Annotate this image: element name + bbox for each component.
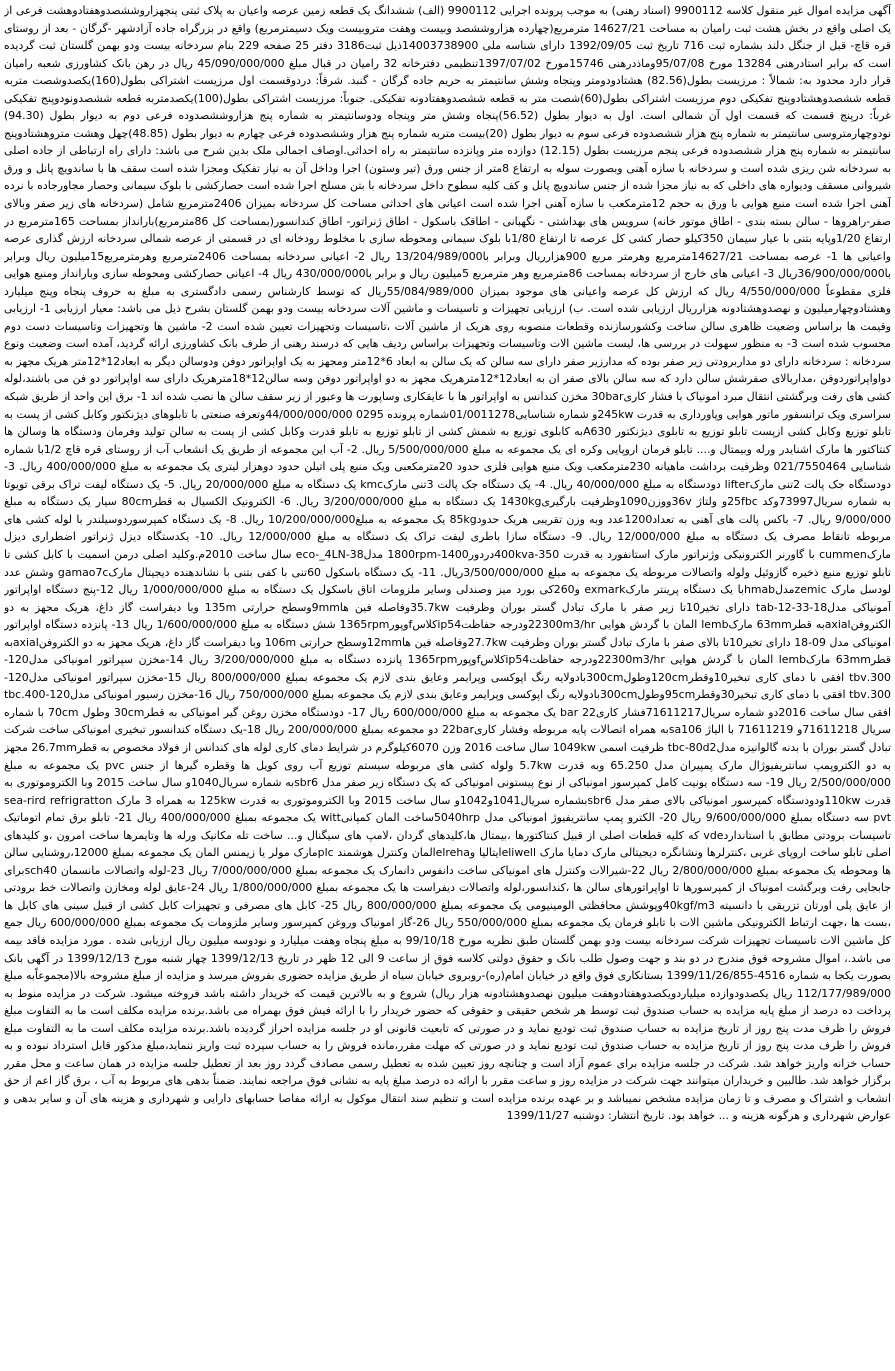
auction-notice-text: آگهی مزایده اموال غیر منقول کلاسه 9900112 (اسناد رهنی) به موجب پرونده اجرایی 9900112 (الف) ششدانگ یک قطعه زمین عرصه واعیان به پلاک ثبتی پنجهزاروششصدوهفتادوهشت فرعی از یک اصلی واقع در بخش هشت ثبت رامیان به مساحت 14627/21 مترمربع(چهارده هزاروششصد وبیست وهفت متروبیست ویک دسیمترمربع) واقع در بزرگراه جاده آزادشهر -گرگان - بعد از روستای قره قاچ- قبل از جنگل دلند بشماره ثبت 716 تاریخ ثبت 1392/09/05 دارای شناسه ملی 14003738900ذیل ثبت3186 دفتر 25 صفحه 229 بنام سردخانه بیست ودو بهمن گلستان ثبت گردیده است که برابر استادرهنی 13284 مورخ 95/07/08وماذدرهنی 15746مورخ 1397/07/02تنظیمی دفترخانه 32 رامیان در قبال مبلغ 45/090/000/000 ریال در رهن بانک کشاورزی شعبه رامیان قرار دارد محدود به: شمالاً : مرزیست بطول(82.56) هشتادودومتر وپنجاه وشش سانتیمتر به حریم جاده گرگان - گنبد. شرقاً: دردوقسمت اول مرزیست اشتراکی بطول(160)یکصدوشصت متربه قطعه ششصدوهشتادوپنج تفکیکی دوم مرزیست اشتراکی بطول(60)شصت متر به قطعه ششصدوهفتادونه تفکیکی. جنوباً: مرزیست اشتراکی بطول(100)یکصدمتربه قطعه ششصدونودوپنج تفکیکی غرباً: درپنج قسمت که قسمت اول آن شمالی است. اول به دیوار بطول (56.52)پنجاه وشش متر وپنجاه ودوسانتیمتر به شماره پنج هزاروششصدوده فرعی دوم به دیوار بطول (94.30) نودوچهارمتروسی سانتیمتر به شماره پنج هزار ششصدوده فرعی سوم به دیوار بطول (20)بیست متربه شماره پنج هزار وششصدوده فرعی چهارم به دیوار بطول (48.85)چهل وهشت متروهشتادوپنج سانتیمتر به شماره پنج هزار ششصدوده فرعی پنجم مرزیست بطول (12.15) دوازده متر وپانزده سانتیمتر به راه احداثی.اوصاف اجمالی ملک بدین شرح می باشد: دارای راه ارتباطی از جاده اصلی به سردخانه شن ریزی شده است و سردخانه با سازه آهنی وبصورت سوله به ارتفاع 8متر از جنس ورق (تیر وستون) اجرا وداخل آن به نیاز تفکیک ومجزا شده است سقف ها با ساندویچ پانل و ورق شیروانی مسقف ودیواره های داخلی که به نیاز مجزا شده از جنس ساندویچ پانل و کف کلیه سطوح داخل سردخانه با بتن مسلح اجرا شده است حصارکشی با بلوک سیمانی وحصار مجاورجاده با نرده آهنی اجرا شده است منبع هوایی با ورق به حجم 12مترمکعب با سازه آهنی اجرا شده است اعیانی های احداثی مساحت کل سردخانه بمیزان 2406مترمربع شامل (سردخانه های زیر صفر وبالای صفر-راهروها - سالن بسته بندی - اطاق موتور خانه) سرویس های بهداشتی - نگهبانی - اطاقک باسکول - اطاق ژنراتور- اطاق کندانسور(بمساحت کل 86مترمربع)بارانداز بمساحت 165مترمربع در ارتفاع 1/20وپایه بتنی با عیار سیمان 350کیلو حصار کشی کل عرصه تا ارتفاع 1/80با بلوک سیمانی ومحوطه سازی با مخلوط رودخانه ای در قسمتی از عرصه شمالی سردخانه ارزش گذاری عرصه واعیانی ها 1- عرصه بمساحت 14627/21مترمربع وهرمتر مربع 900هزارریال وبرابر با13/204/989/000 ریال 2- اعیانی سردخانه بمساحت 2406مترمربع وهرمترمربع15میلیون ریال وبرابر با36/900/000/000ریال 3- اعیانی های خارج از سردخانه بمساحت 86مترمربع وهر مترمربع 5میلیون ریال و برابر با430/000/000 ریال 4- اعیانی حصارکشی ومحوطه سازی وبارانداز ومنبع هوایی فلزی مقطوعاً 4/550/000/000 ریال که ارزش کل عرصه واعیانی های موجود بمیزان 55/084/989/000ریال که توسط کارشناس رسمی دادگستری به مبلغ به حروف پنجاه وپنج میلیارد وهشتادوچهارمیلیون و نهصدوهشتادونه هزارریال ارزیابی شده است. ب) ارزیابی تجهیزات و تاسیسات و ماشین آلات سردخانه بیست ودو بهمن گلستان بشرح ذیل می باشد: معیار ارزیابی 1- ارزیابی وقیمت ها براساس وضعیت ظاهری سالن ساخت وکشورسازنده وقطعات منصوبه روی هریک از ماشین آلات ،تاسیسات وتجهیزات تعیین شده است 2- ماشین ها وتجهیزات وتاسیسات دست دوم محسوب شده است 3- به منظور سهولت در بررسی ها، لیست ماشین الات وتاسیسات وتجهیزات براساس ردیف هایی که درسند رهنی از طرف بانک کشاورزی ارائه گردید، آمده است وضعیت ونوع سردخانه : سردخانه دارای دو مداربرودتی زیر صفر بوده که مدارزیر صفر دارای سه سالن که یک سالن به ابعاد 6*12متر ومجهز به یک اواپراتور دوفن ودوسالن دیگر به ابعاد12*12متر هریک مجهز به دواواپراتوردوفن ،مداربالای صفرشش سالن دارد که سه سالن بالای صفر ان به ابعاد12*12مترهریک مجهز به دو اواپراتور دوفن وسه سالن12*18مترهریک دارای سه اواپراتور دو فن می باشند،لوله کشی های رفت وبرگشتی انتقال مبرد امونیاک با فشار کاری30bar مخزن کندانس به اواپراتور ها با عایقکاری وساپورت ها وعبور از زیر سقف سالن ها نصب شده اند 1- برق این واحد از طریق شبکه سراسری ویک ترانسفور ماتور هوایی وپاورداری به قدرت 245kwو شماره شناسایی01/0011278شماره پرونده 0295 44/000/000/000وتعرفه صنعتی با تابلوهای دیژنکتور وکابل کشی از پست به تابلو توزیع وکابل کشی ازپست تابلو توزیع به تابلوی دیژنکتور A630به کابلوی توزیع به شمش کشی از تابلو توزیع به تابلو قدرت وکابل کشی از پست به سالن تولید وفرمان ودستگاه ها وسالن ها کنتاکتور ها مارک اشنایدر ورله وبیمتال و.... تابلو فرمان اروپایی وکره ای یک مجموعه به مبلغ 5/500/000/000 ریال. 2- آب این مجموعه از طریق یک انشعاب آب از روستای قره قاچ 1/2با شماره شناسایی 021/7550464 وظرفیت برداشت ماهیانه 230مترمکعب ویک منبع هوایی فلزی حدود 20مترمکعبی ویک منبع پلی اتیلن حدود دوهزار لیتری یک مجموعه به مبلغ 400/000/000 ریال. 3- دودستگاه جک پالت 2تنی مارکlifter دودستگاه به مبلغ 40/000/000 ریال. 4- یک دستگاه جک پالت 3تنی مارکkmc یک دستگاه به مبلغ 20/000/000 ریال. 5- یک دستگاه لیفت تراک برقی تویوتا به شماره سریال73997وکد 25fbcو ولتاژ 36vووزن1090وظرفیت بارگیری1430kg یک دستگاه به مبلغ 3/200/000/000 ریال. 6- الکترونیک الکسیال به قطر80cm سیار یک دستگاه به مبلغ 9/000/000 ریال. 7- باکس پالت های آهنی به تعداد1200عدد وبه وزن تقریبی هریک حدود85kg یک مجموعه به مبلغ10/200/000/000 ریال. 8- یک دستگاه کمپرسوردوسیلندر با لوله کشی های مربوطه تانقاط مصرف یک دستگاه به مبلغ 12/000/000 ریال. 9- دستگاه سازا باطری لیفت تراک یک دستگاه به مبلغ 12/000/000 ریال. 10- یکدستگاه دیزل ژنراتور اضطراری دیزل مارکcummen با گاورنر الکترونیکی وژنراتور مارک استانفورد به قدرت 400kva-350دردور1400-1800rpm مدل38-eco-_4LN سال ساخت 2010م.وکلید اصلی درمن اسمیت با کابل کشی تا تابلو توزیع منبع ذخیره گازوئیل ولوله واتصالات مربوطه یک مجموعه به مبلغ 3/500/000/000ریال. 11- یک دستگاه باسکول 60تنی با کفی بتنی با نشاندهنده دیجیتال مارکgamao7c وشش عدد لودسل مارک zemicمدلhmabبا یک دستگاه پرینتر مارکexmark و260کی بورد میز وصندلی وسایر ملزومات اتاق باسکول یک دستگاه به مبلغ 1/000/000/000 ریال 12-پنج دستگاه اواپراتور آمونیاکی مدل18-33-12-tab دارای تخیر10تا زیر صفر با مارک تبادل گستر بوران وظرفیت 35.7kwوفاصله فین ها9mmوسطح حرارتی 135m وبا دیفراست گاز داغ، هریک مجهز به دو الکتروفنaxialبه قطر63mm مارکlemb المان با گردش هوایی 22300m3/hrودرجه حفاظتip54کلاسfوپور1365rpm شش دستگاه به مبلغ 1/600/000/000 ریال 13- پانزده دستگاه اواپراتور امونیاکی مدل 09-18 دارای تخیر10تا بالای صفر با مارک تبادل گستر بوران وظرفیت 27.7kwوفاصله فین ها12mmوسطح حرارتی 106m وبا دیفراست گاز داغ، هریک مجهز به دو الکتروفنaxialبه قطر63mm مارکlemb المان با گردش هوایی 22300m3/hrودرجه حفاظتip54کلاسfوپور1365rpm پانزده دستگاه به مبلغ 3/200/000/000 ریال 14-مخزن سپراتور امونیاکی مدل120-300.tbv افقی با دمای کاری تبخیر10وقطر120cmوطول300cmبادولایه رنگ اپوکسی وپرایمر وعایق بندی لازم یک مجموعه بمبلغ 800/000/000 ریال 15-مخزن سپراتور امونیاکی مدل120-300.tbv افقی با دمای کاری تبخیر30وقطر95cmوطول300cmبادولایه رنگ اپوکسی وپرایمر وعایق بندی لازم یک مجموعه بمبلغ 750/000/000 ریال 16-مخزن رسیور امونیاکی مدل120-400.tbc افقی سال ساخت 2016دو شماره سریال71611217فشار کاری22 bar یک مجموعه به مبلغ 600/000/000 ریال 17- دودستگاه مخزن روغن گیر امونیاکی به قطر30cm وطول 70cm با شماره سریال 71611218و 71611219 با الیاژ sa106به همراه اتصالات پایه مربوطه وفشار کاری22bar دو مجموعه بمبلغ 200/000/000 ریال 18-یک دستگاه کندانسور تبخیری امونیاکی ساخت شرکت تبادل گستر بوران با بدنه گالوانیزه مدلtbc-80d2 ظرفیت اسمی 1049kw سال ساخت 2016 وزن 6070کیلوگرم در شرایط دمای کاری لوله های کندانس از فولاد مخصوص به قطر26.7mm مجهز به دو الکتروپمپ سانتریفیوژال مارک پمپیران مدل 65.250 وبه قدرت 5.7kw ولوله کشی های مربوطه سیستم توزیع آب روی کویل ها وقطره گیرها از جنس pvc یک مجموعه به مبلغ 2/500/000/000 ریال 19- سه دستگاه یونیت کامل کمپرسور امونیاکی از نوع پیستونی امونیاکی که یک دستگاه زیر صفر مدل sbr6به شماره سریال1040و سال ساخت 2015 وبا الکتروموتوری به قدرت 110kwودودستگاه کمپرسور امونیاکی بالای صفر مدل sbr6بشماره سریال1041و1042و سال ساخت 2015 وبا الکتروموتوری به قدرت 125kw به همراه 3 مارک sea-rird refrigratton pvt سه دستگاه بمبلغ 9/600/000/000 ریال 20- الکترو پمپ سانتریفیوژ امونیاکی مدل 5040hrpساخت المان کمپانیwitt یک مجموعه بمبلغ 400/000/000 ریال 21- تابلو برق تمام اتوماتیک تاسیسات برودتی مطابق با استانداردvde که کلیه قطعات اصلی از قبیل کنتاکتورها ،بیمتال ها،کلیدهای گردان ،لامپ های سیگنال و... ساخت تله مکانیک ورله ها وتایمرها ساخت امرون ،و کلیدهای اصلی تابلو ساخت اروپای غربی ،کنترلرها ونشانگره دیجیتالی مارک دمایا مارک eliwellایتالیا وelrehaالمان وکنترل هوشمند plcمارک مولر یا زیمنس المان یک مجموعه بمبلغ 12000،روشنایی سالن ها ومحوطه یک مجموعه بمبلغ 2/800/000/000 ریال 22-شیرالات وکنترل های امونیاکی ساخت دانفوس دانمارک یک مجموعه بمبلغ 7/000/000/000 ریال 23-لوله واتصالات مانسمان sch40برای جابجایی رفت وبرگشت امونیاک از کمپرسورها تا اواپراتورهای سالن ها ،کندانسور،لوله واتصالات دیفراست ها یک مجموعه بمبلغ 1/800/000/000 ریال 24-عایق لوله ومخازن واتصالات خط برودتی از عایق پلی اورتان تزریقی با دانسیته 40kgf/m3وپوشش محافظتی الومینیومی یک مجموعه بمبلغ 800/000/000 ریال 25- کابل های مصرفی و تجهیزات کابل کشی از قبیل سینی های کابل ها ،بست ها ،جهت ارتباط الکترونیکی ماشین الات با تابلو فرمان یک مجموعه بمبلغ 550/000/000 ریال 26-گاز امونیاک وروغن کمپرسور وسایر ملزومات یک مجموعه بمبلغ 600/000/000 ریال جمع کل ماشین الات تاسیسات تجهیزات شرکت سردخانه بیست ودو بهمن گلستان طبق نظریه مورخ 99/10/18 به مبلغ پنجاه وهفت میلیارد و نودوسه میلیون ریال ارزیابی شده . مورد مزایده فاقد بیمه می باشد.، اموال مشروحه فوق مندرج در دو بند و جهت وصول طلب بانک و حقوق دولتی کلاسه فوق از ساعت 9 الی 12 ظهر در تاریخ 1399/12/13 چهار شنبه مورخ 1399/12/13 در آگهی بانک بصورت یکجا به شماره 4516-1399/11/26/855 بستانکاری فوق واقع در خیابان امام(ره)-روبروی خیابان سیاه از طریق مزایده حضوری بفروش میرسد و مزایده از مبلغ مشروحه بالا(مجموعاًبه مبلغ 112/177/989/000 ریال یکصدودوازده میلیاردویکصدوهفتادوهفت میلیون نهصدوهشتادونه هزار ریال) شروع و به بالاترین قیمت که خریدار داشته باشد فروخته میشود. شرکت در مزایده منوط به پرداخت ده درصد از مبلغ پایه مزایده به حساب صندوق ثبت توسط هر شخص حقیقی و حقوقی که حضور خریدار را با ارائه فیش فوق بهمراه می باشد.برنده مزایده مکلف است ما به التفاوت مبلغ فروش را ظرف مدت پنج روز از تاریخ مزایده به حساب صندوق ثبت تودیع نماید و در صورتی که تابعیت قانونی او در جلسه مزایده احراز گردیده باشد.برنده مزایده مکلف است ما به التفاوت مبلغ فروش را ظرف مدت پنج روز از تاریخ مزایده به حساب صندوق ثبت تودیع نماید و در صورتی که مهلت مقرر،مانده فروش را به حساب سپرده ثبت واریز ننماید،مبلغ مذکور قابل استرداد نبوده و به حساب خزانه واریز خواهد شد. شرکت در جلسه مزایده برای عموم آزاد است و چنانچه روز تعیین شده به تعطیل رسمی مصادف گردد روز بعد از تعطیل جلسه مزایده در همان ساعت و محل مقرر برگزار خواهد شد. طالبین و خریداران میتوانند جهت شرکت در مزایده روز و ساعت مقرر با ارائه ده درصد مبلغ پایه به نشانی فوق مراجعه نمایند. ضمناً بدهی های مربوط به آب ، برق گاز اعم از حق انشعاب و اشتراک و مصرف و تا زمان مزایده مشخص نمیباشد و بر عهده برنده مزایده است و تنظیم سند انتقال موکول به ارائه مفاصا حسابهای دارایی و شهرداری و هزینه های آن و سایر بدهی و عوارض شهرداری و هرگونه هزینه و ... خواهد بود. تاریخ انتشار: دوشنبه 1399/11/27 xyxy=(4,4,891,1123)
notice-page xyxy=(4,2,891,1368)
